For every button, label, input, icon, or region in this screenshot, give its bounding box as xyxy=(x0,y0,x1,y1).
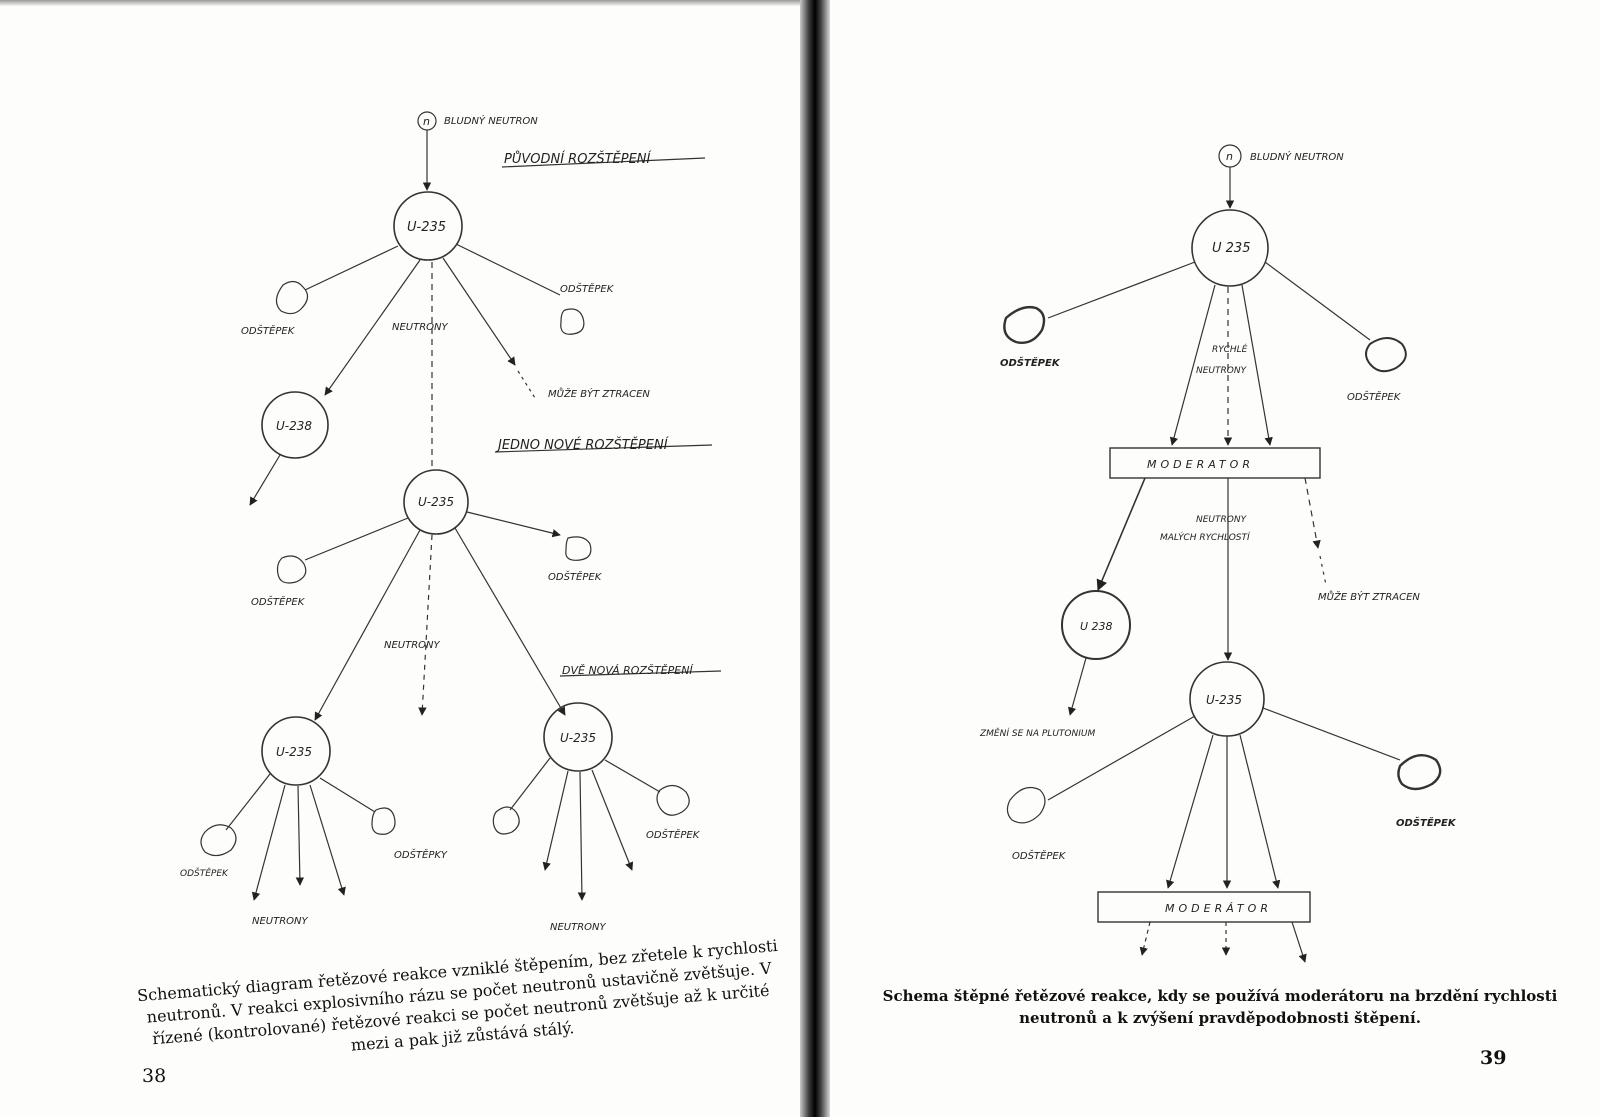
neutrons-label-2: NEUTRONY xyxy=(384,640,440,651)
neutrons-label-1: NEUTRONY xyxy=(392,322,448,333)
u238-label: U-238 xyxy=(276,419,313,433)
may-be-lost-label: MŮŽE BÝT ZTRACEN xyxy=(548,389,650,400)
stray-neutron-label: BLUDNÝ NEUTRON xyxy=(1250,152,1344,163)
u235-top-label: U-235 xyxy=(407,220,447,235)
fragment-mid-left-label: ODŠTĚPEK xyxy=(251,597,305,608)
fragment-shape xyxy=(561,309,584,334)
stray-neutron-label: BLUDNÝ NEUTRON xyxy=(444,116,538,127)
slow-neutrons-label-1: NEUTRONY xyxy=(1196,515,1247,525)
fragments-bottom-center-label: ODŠTĚPKY xyxy=(394,850,448,861)
right-page xyxy=(830,0,1600,1117)
fragment-right-label: ODŠTĚPEK xyxy=(560,284,614,295)
neutrons-bottom-left-label: NEUTRONY xyxy=(252,916,308,927)
two-new-fissions-label: DVĚ NOVÁ ROZŠTĚPENÍ xyxy=(562,664,693,677)
fragment-left-label: ODŠTĚPEK xyxy=(1000,358,1060,369)
fragment-shape xyxy=(493,807,519,834)
fragment-shape xyxy=(1398,755,1440,789)
fragment-shape xyxy=(372,808,395,834)
neutron-n-label: n xyxy=(1226,150,1233,163)
fragment-left-label: ODŠTĚPEK xyxy=(241,326,295,337)
fragment-mid-right-label: ODŠTĚPEK xyxy=(548,572,602,583)
page-number-left: 38 xyxy=(142,1065,167,1087)
book-gutter xyxy=(800,0,830,1117)
fragment-shape xyxy=(1004,307,1044,343)
original-fission-label: PŮVODNÍ ROZŠTĚPENÍ xyxy=(504,152,651,167)
u238-label: U 238 xyxy=(1080,620,1113,633)
fragment-shape xyxy=(657,785,689,815)
fragment-bottom-left-label: ODŠTĚPEK xyxy=(1012,851,1066,862)
fragment-shape xyxy=(1366,338,1406,371)
one-new-fission-label: JEDNO NOVÉ ROZŠTĚPENÍ xyxy=(498,438,668,453)
slow-neutrons-label-2: MALÝCH RYCHLOSTÍ xyxy=(1160,533,1250,543)
u235-mid-label: U-235 xyxy=(418,495,455,509)
fast-neutrons-label-2: NEUTRONY xyxy=(1196,366,1247,376)
fragment-bottom-right-label: ODŠTĚPEK xyxy=(1396,818,1456,829)
u235-bottom-right-label: U-235 xyxy=(560,731,597,745)
moderator-label-1: MODERATOR xyxy=(1147,458,1254,471)
fragment-shape xyxy=(201,825,236,856)
u235-bottom-label: U-235 xyxy=(1206,693,1243,707)
u235-top-label: U 235 xyxy=(1212,241,1251,256)
chain-reaction-diagram-right xyxy=(830,0,1600,1117)
figure-caption-left: Schematický diagram řetězové reakce vzniklé štěpením, bez zřetele k rychlosti neutronů. V reakci explosivního rázu se počet neutronů ustavičně zvětšuje. V řízené (kontrolované) řetězové reakci se počet neutronů zvětšuje až k určité mezi a pak již zůstává stálý. xyxy=(136,935,779,1055)
moderator-label-2: MODERÁTOR xyxy=(1165,902,1272,915)
neutron-n-label: n xyxy=(423,115,430,128)
figure-caption-right: Schema štěpné řetězové reakce, kdy se používá moderátoru na brzdění rychlosti neutronů a k zvýšení pravděpodobnosti štěpení. xyxy=(882,987,1558,1027)
u235-bottom-left-label: U-235 xyxy=(276,745,313,759)
fast-neutrons-label-1: RYCHLÉ xyxy=(1212,345,1248,355)
fragment-shape xyxy=(1007,788,1045,823)
page-number-right: 39 xyxy=(1480,1047,1507,1069)
fragment-shape xyxy=(566,537,591,560)
fragment-bottom-right-label: ODŠTĚPEK xyxy=(646,830,700,841)
becomes-plutonium-label: ZMĚNÍ SE NA PLUTONIUM xyxy=(980,729,1096,739)
may-be-lost-label: MŮŽE BÝT ZTRACEN xyxy=(1318,592,1420,603)
neutrons-bottom-right-label: NEUTRONY xyxy=(550,922,606,933)
fragment-shape xyxy=(278,556,306,583)
fragment-bottom-left-label: ODŠTĚPEK xyxy=(180,869,228,879)
fragment-shape xyxy=(276,281,307,313)
fragment-right-label: ODŠTĚPEK xyxy=(1347,392,1401,403)
